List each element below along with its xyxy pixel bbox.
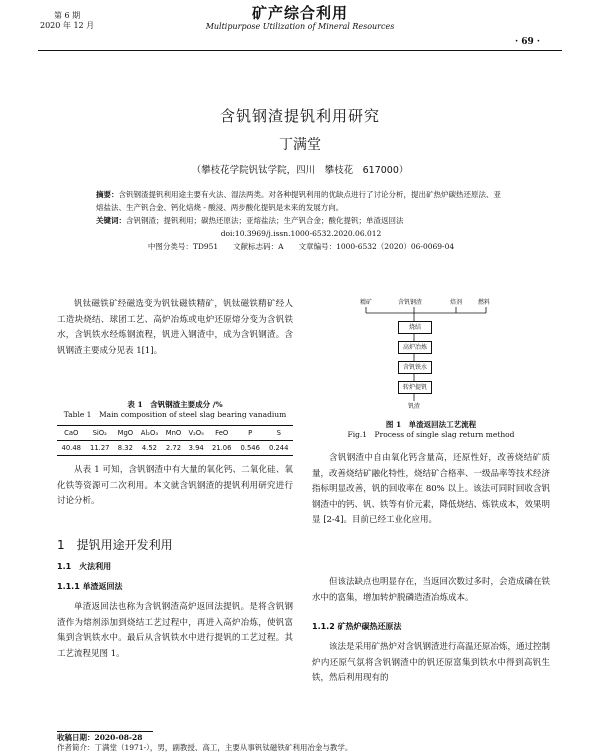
input-label: 焙剂 — [450, 299, 463, 306]
section-1-1-heading: 1.1 火法利用 — [57, 562, 112, 571]
journal-title-cn: 矿产综合利用 — [251, 4, 348, 22]
issue-number: 第 6 期 — [53, 11, 81, 20]
right-paragraph-2: 但该法缺点也明显存在，当返回次数过多时，会造成磷在铁水中的富集，增加转炉脱磷造渣冶炼成本。 — [312, 577, 551, 603]
abstract-text: 含钒钢渣提钒利用途主要有火法、湿法两类。对各种提钒利用的优缺点进行了讨论分析，提出矿热炉碳热还原法、亚熔盐法、生产钒合金、钙化焙烧 - 酸浸、两步酸化提钒是未来的发展方向。 — [96, 190, 501, 212]
figure-1-caption-en: Fig.1 Process of single slag return method — [347, 430, 515, 439]
abstract-block — [96, 188, 506, 253]
table-1-caption — [57, 400, 293, 420]
flow-step-sinter: 烧结 — [398, 321, 432, 334]
table-header-cell: FeO — [215, 429, 229, 437]
table-header-cell: S — [276, 429, 281, 437]
table-cell: 0.244 — [269, 444, 289, 452]
table-1-title-cn: 表 1 含钒钢渣主要成分 /% — [127, 400, 223, 409]
table-header-cell: SiO₂ — [92, 429, 107, 437]
right-paragraph-3: 该法是采用矿热炉对含钒钢渣进行高温还原冶炼，通过控制炉内还原气氛将含钒钢渣中的钒还原富集到铁水中得到高钒生铁，然后利用现有的 — [312, 642, 550, 683]
figure-1-caption-cn: 图 1 单渣返回法工艺流程 — [385, 420, 477, 429]
input-label: 燃料 — [478, 299, 491, 306]
figure-1-caption — [312, 420, 550, 440]
table-header-cell: Al₂O₃ — [140, 429, 159, 437]
running-header-left — [40, 11, 94, 31]
left-paragraph-1: 钒钛磁铁矿经磁选变为钒钛磁铁精矿，钒钛磁铁精矿经人工造块烧结、球团工艺、高炉冶炼或电炉还原熔分变为含钒铁水，含钒铁水经炼钢流程，钒进入钢渣中，成为含钒钢渣。含钒钢渣主要成分见表 1[1]。 — [57, 299, 293, 356]
section-1-1-1-heading: 1.1.1 单渣返回法 — [57, 582, 123, 591]
table-cell: 11.27 — [90, 444, 110, 452]
left-paragraph-3: 单渣返回法也称为含钒钢渣高炉返回法提钒。是将含钒钢渣作为熔剂添加到烧结工艺过程中，再进入高炉冶炼，使钒富集到含钒铁水中。最后从含钒铁水中进行提钒的工艺过程。其工艺流程见图 1。 — [57, 602, 293, 659]
footnote-rule — [57, 731, 153, 732]
abstract — [96, 188, 506, 214]
table-header-cell: CaO — [64, 429, 79, 437]
header-rule — [38, 50, 562, 51]
table-header-cell: V₂O₅ — [188, 429, 204, 437]
input-label: 含钒钢渣 — [398, 299, 423, 306]
table-header-cell: MnO — [165, 429, 182, 437]
paper-author: 丁满堂 — [279, 137, 321, 153]
right-paragraph-1: 含钒钢渣中自由氧化钙含量高，还原性好，改善烧结矿质量，改善烧结矿融化特性，烧结矿合格率、一级品率等技术经济指标明显改善，钒的回收率在 80% 以上。该法可同时回收含钒钢渣中的钙、钒、铁等有价元素，降低烧结、炼铁成本，效果明显 [2-4]。目前已经工业化应用。 — [312, 453, 551, 525]
table-cell: 4.52 — [141, 444, 157, 452]
table-cell: 3.94 — [188, 444, 204, 452]
classification-line: 中图分类号：TD951 文献标志码：A 文章编号：1000-6532（2020）06-0069-04 — [147, 242, 455, 251]
flow-step-converter: 转炉提钒 — [398, 381, 432, 394]
doi: doi:10.3969/j.issn.1000-6532.2020.06.012 — [220, 229, 382, 238]
table-cell: 8.32 — [117, 444, 133, 452]
page-number: · 69 · — [515, 37, 541, 47]
section-1-1-2-heading: 1.1.2 矿热炉碳热还原法 — [312, 622, 402, 631]
table-header-row — [57, 426, 293, 441]
issue-date: 2020 年 12 月 — [40, 21, 95, 30]
keywords-text: 含钒钢渣；提钒利用；碳热还原法；亚熔盐法；生产钒合金；酸化提钒；单渣返回法 — [126, 216, 404, 225]
table-cell: 2.72 — [165, 444, 182, 452]
flow-output: 钒渣 — [407, 403, 420, 410]
table-cell: 40.48 — [61, 444, 81, 452]
keywords-label: 关键词： — [96, 216, 126, 225]
left-paragraph-2: 从表 1 可知，含钒钢渣中有大量的氧化钙、二氧化硅、氧化铁等资源可二次利用。本文就含钒钢渣的提钒利用研究进行讨论分析。 — [57, 465, 293, 506]
table-1-title-en: Table 1 Main composition of steel slag bearing vanadium — [63, 410, 287, 419]
paper-title: 含钒钢渣提钒利用研究 — [219, 107, 380, 125]
journal-title-en: Multipurpose Utilization of Mineral Resources — [205, 22, 395, 31]
table-cell: 0.546 — [240, 444, 260, 452]
table-row — [57, 441, 293, 456]
table-header-cell: MgO — [117, 429, 134, 437]
table-header-cell: P — [248, 429, 253, 437]
figure-1-flowchart — [360, 297, 510, 417]
abstract-label: 摘要： — [96, 190, 119, 199]
author-bio: 作者简介：丁满堂（1971-），男，副教授、高工，主要从事钒钛磁铁矿利用冶金与教学。 — [57, 743, 353, 752]
input-label: 精矿 — [360, 299, 373, 306]
running-header-center — [160, 4, 440, 32]
composition-table — [57, 425, 293, 456]
flowchart-lines — [360, 297, 510, 417]
received-date: 收稿日期：2020-08-28 — [57, 733, 143, 742]
author-affiliation: （攀枝花学院钒钛学院，四川 攀枝花 617000） — [191, 165, 409, 176]
flow-step-hot-metal: 含钒铁水 — [398, 361, 432, 374]
table-cell: 21.06 — [211, 444, 232, 452]
section-1-heading: 1 提钒用途开发利用 — [57, 538, 173, 552]
keywords — [96, 214, 506, 227]
flow-step-blast-furnace: 高炉冶炼 — [398, 341, 432, 354]
